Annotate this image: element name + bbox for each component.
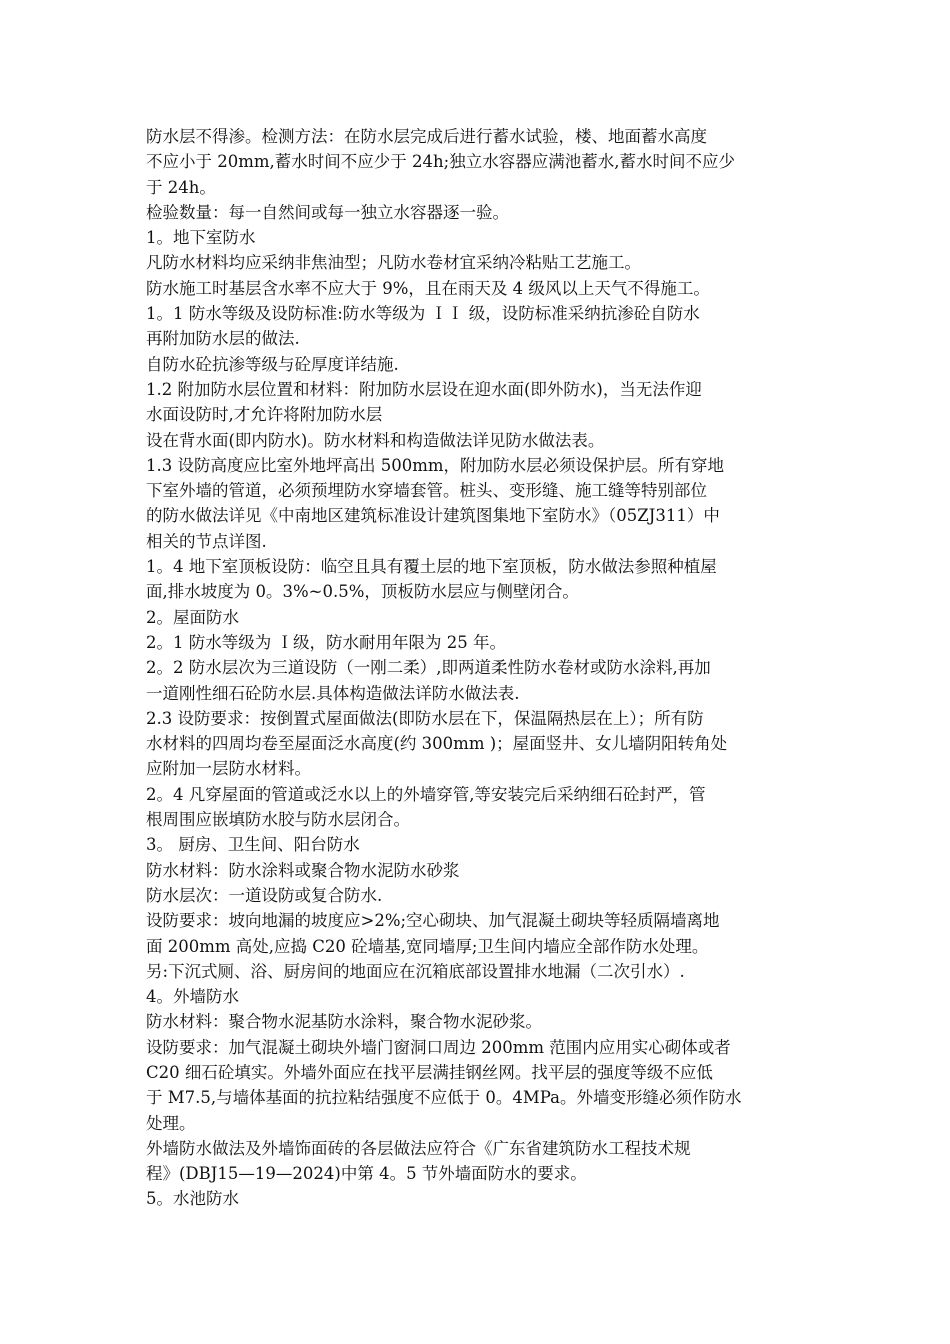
text-line: 的防水做法详见《中南地区建筑标准设计建筑图集地下室防水》（05ZJ311）中 (146, 506, 720, 526)
text-line: 防水层不得渗。检测方法：在防水层完成后进行蓄水试验，楼、地面蓄水高度 (146, 127, 707, 146)
text-line: 一道刚性细石砼防水层.具体构造做法详防水做法表. (146, 683, 520, 703)
text-line: 设在背水面(即内防水)。防水材料和构造做法详见防水做法表。 (146, 430, 605, 450)
text-line: 防水材料：防水涂料或聚合物水泥防水砂浆 (146, 860, 460, 880)
text-line: 2。1 防水等级为 Ｉ级，防水耐用年限为 25 年。 (146, 632, 506, 652)
text-line: 5。水池防水 (146, 1189, 239, 1209)
text-line: 再附加防水层的做法. (146, 329, 300, 349)
text-line: 1.2 附加防水层位置和材料：附加防水层设在迎水面(即外防水)，当无法作迎 (146, 379, 702, 399)
text-line: C20 细石砼填实。外墙外面应在找平层满挂钢丝网。找平层的强度等级不应低 (146, 1062, 713, 1082)
text-line: 1.3 设防高度应比室外地坪高出 500mm，附加防水层必须设保护层。所有穿地 (146, 455, 725, 475)
text-line: 外墙防水做法及外墙饰面砖的各层做法应符合《广东省建筑防水工程技术规 (146, 1138, 691, 1158)
text-line: 2.3 设防要求：按倒置式屋面做法(即防水层在下，保温隔热层在上）；所有防 (146, 708, 704, 728)
text-line: 于 24h。 (146, 177, 216, 197)
text-line: 面 200mm 高处,应捣 C20 砼墙基,宽同墙厚;卫生间内墙应全部作防水处理。 (146, 936, 709, 956)
text-line: 设防要求：加气混凝土砌块外墙门窗洞口周边 200mm 范围内应用实心砌体或者 (146, 1037, 731, 1057)
text-line: 下室外墙的管道，必须预埋防水穿墙套管。桩头、变形缝、施工缝等特别部位 (146, 481, 707, 501)
text-line: 2。屋面防水 (146, 607, 239, 627)
text-line: 处理。 (146, 1113, 196, 1133)
text-line: 水材料的四周均卷至屋面泛水高度(约 300mm )；屋面竖井、女儿墙阴阳转角处 (146, 734, 728, 754)
text-line: 于 M7.5,与墙体基面的抗拉粘结强度不应低于 0。4MPa。外墙变形缝必须作防水 (146, 1088, 742, 1108)
text-line: 2。4 凡穿屋面的管道或泛水以上的外墙穿管,等安装完后采纳细石砼封严，管 (146, 784, 706, 804)
document-body (146, 124, 816, 1212)
text-line: 不应小于 20mm,蓄水时间不应少于 24h;独立水容器应满池蓄水,蓄水时间不应少 (146, 152, 735, 172)
text-line: 面,排水坡度为 0。3%~0.5%，顶板防水层应与侧壁闭合。 (146, 582, 579, 602)
text-line: 防水层次：一道设防或复合防水. (146, 885, 383, 905)
text-line: 2。2 防水层次为三道设防（一刚二柔）,即两道柔性防水卷材或防水涂料,再加 (146, 658, 711, 678)
text-line: 检验数量：每一自然间或每一独立水容器逐一验。 (146, 202, 509, 222)
text-line: 设防要求：坡向地漏的坡度应>2%;空心砌块、加气混凝土砌块等轻质隔墙离地 (146, 911, 720, 931)
text-line: 防水材料：聚合物水泥基防水涂料，聚合物水泥砂浆。 (146, 1012, 542, 1032)
text-line: 自防水砼抗渗等级与砼厚度详结施. (146, 354, 399, 374)
text-line: 防水施工时基层含水率不应大于 9%，且在雨天及 4 级风以上天气不得施工。 (146, 278, 710, 298)
text-line: 4。外墙防水 (146, 987, 239, 1007)
text-line: 水面设防时,才允许将附加防水层 (146, 405, 383, 425)
text-line: 1。地下室防水 (146, 228, 256, 248)
text-line: 3。 厨房、卫生间、阳台防水 (146, 835, 360, 855)
text-line: 程》(DBJ15—19—2024)中第 4。5 节外墙面防水的要求。 (146, 1164, 587, 1184)
text-line: 相关的节点详图. (146, 531, 267, 551)
text-line: 根周围应嵌填防水胶与防水层闭合。 (146, 810, 410, 830)
text-line: 凡防水材料均应采纳非焦油型；凡防水卷材宜采纳冷粘贴工艺施工。 (146, 253, 641, 273)
text-line: 1。4 地下室顶板设防：临空且具有覆土层的地下室顶板，防水做法参照种植屋 (146, 557, 717, 577)
text-line: 另:下沉式厕、浴、厨房间的地面应在沉箱底部设置排水地漏（二次引水）. (146, 961, 685, 981)
text-line: 1。1 防水等级及设防标准:防水等级为 ＩＩ 级，设防标准采纳抗渗砼自防水 (146, 304, 700, 324)
text-line: 应附加一层防水材料。 (146, 759, 311, 779)
